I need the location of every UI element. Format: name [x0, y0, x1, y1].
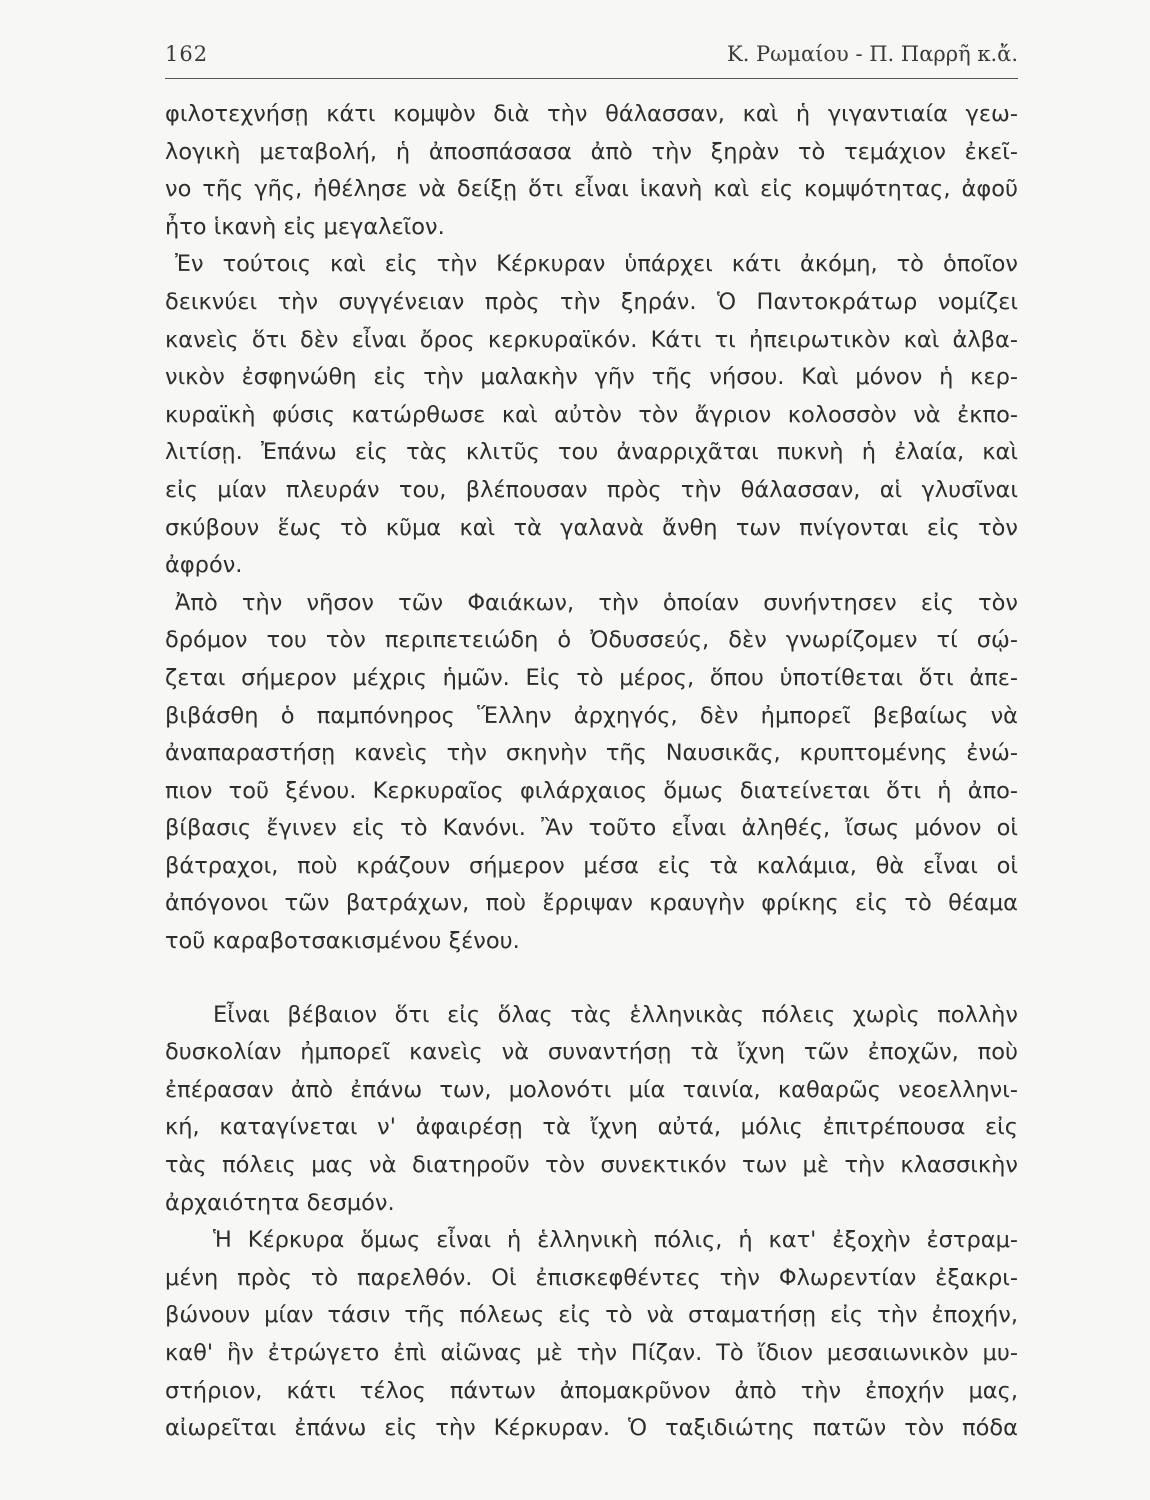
section-gap: [165, 961, 1018, 997]
text-line: ἀφρόν.: [165, 552, 243, 579]
text-line: αἰωρεῖται ἐπάνω εἰς τὴν Κέρκυραν. Ὁ ταξιδιώτης πατῶν τὸν πόδα: [165, 1415, 1018, 1442]
text-line: Εἶναι βέβαιον ὅτι εἰς ὅλας τὰς ἑλληνικὰς πόλεις χωρὶς πολλὴν: [213, 1001, 1018, 1028]
text-line: ἀπόγονοι τῶν βατράχων, ποὺ ἔρριψαν κραυγὴν φρίκης εἰς τὸ θέαμα: [165, 890, 1018, 917]
text-line: δρόμον του τὸν περιπετειώδη ὁ Ὀδυσσεύς, δὲν γνωρίζομεν τί σῴ-: [165, 627, 1018, 654]
text-line: βάτραχοι, ποὺ κράζουν σήμερον μέσα εἰς τὰ καλάμια, θὰ εἶναι οἱ: [165, 852, 1018, 879]
text-line: βίβασις ἔγινεν εἰς τὸ Κανόνι. Ἂν τοῦτο εἶναι ἀληθές, ἴσως μόνον οἱ: [165, 815, 1018, 842]
text-line: τὰς πόλεις μας νὰ διατηροῦν τὸν συνεκτικόν των μὲ τὴν κλασσικὴν: [165, 1152, 1018, 1179]
text-line: εἰς μίαν πλευράν του, βλέπουσαν πρὸς τὴν θάλασσαν, αἱ γλυσῖναι: [165, 476, 1018, 503]
text-line: ἀρχαιότητα δεσμόν.: [165, 1189, 395, 1216]
text-line: τοῦ καραβοτσακισμένου ξένου.: [165, 928, 520, 955]
text-line: Ἐν τούτοις καὶ εἰς τὴν Κέρκυραν ὑπάρχει κάτι ἀκόμη, τὸ ὁποῖον: [175, 251, 1018, 278]
text-line: μένη πρὸς τὸ παρελθόν. Οἱ ἐπισκεφθέντες τὴν Φλωρεντίαν ἐξακρι-: [165, 1264, 1018, 1291]
text-line: καθ' ἣν ἐτρώγετο ἐπὶ αἰῶνας μὲ τὴν Πίζαν. Τὸ ἴδιον μεσαιωνικὸν μυ-: [165, 1340, 1018, 1366]
text-line: Ἀπὸ τὴν νῆσον τῶν Φαιάκων, τὴν ὁποίαν συνήντησεν εἰς τὸν: [175, 589, 1018, 616]
text-line: ἀναπαραστήσῃ κανεὶς τὴν σκηνὴν τῆς Ναυσικᾶς, κρυπτομένης ἐνώ-: [165, 740, 1018, 767]
text-line: δεικνύει τὴν συγγένειαν πρὸς τὴν ξηράν. Ὁ Παντοκράτωρ νομίζει: [165, 288, 1018, 315]
text-line: ἦτο ἱκανὴ εἰς μεγαλεῖον.: [165, 213, 445, 240]
body-text: [165, 96, 1018, 1448]
page-number: 162: [165, 42, 209, 66]
text-line: ἐπέρασαν ἀπὸ ἐπάνω των, μολονότι μία ταινία, καθαρῶς νεοελληνι-: [165, 1076, 1018, 1103]
text-line: σκύβουν ἕως τὸ κῦμα καὶ τὰ γαλανὰ ἄνθη των πνίγονται εἰς τὸν: [165, 514, 1018, 541]
text-line: βώνουν μίαν τάσιν τῆς πόλεως εἰς τὸ νὰ σταματήσῃ εἰς τὴν ἐποχήν,: [165, 1302, 1018, 1329]
text-line: κανεὶς ὅτι δὲν εἶναι ὄρος κερκυραϊκόν. Κάτι τι ἠπειρωτικὸν καὶ ἀλβα-: [165, 326, 1018, 353]
text-line: λιτίσῃ. Ἐπάνω εἰς τὰς κλιτῦς του ἀναρριχᾶται πυκνὴ ἡ ἐλαία, καὶ: [165, 439, 1018, 466]
text-line: Ἡ Κέρκυρα ὅμως εἶναι ἡ ἑλληνικὴ πόλις, ἡ κατ' ἐξοχὴν ἐστραμ-: [213, 1227, 1018, 1254]
page-header: [165, 42, 1018, 79]
running-head-authors: Κ. Ρωμαίου - Π. Παρρῆ κ.ἄ.: [727, 42, 1018, 66]
text-line: λογικὴ μεταβολή, ἡ ἀποσπάσασα ἀπὸ τὴν ξηρὰν τὸ τεμάχιον ἐκεῖ-: [165, 138, 1018, 165]
text-line: δυσκολίαν ἠμπορεῖ κανεὶς νὰ συναντήσῃ τὰ ἴχνη τῶν ἐποχῶν, ποὺ: [165, 1039, 1018, 1066]
text-line: κυραϊκὴ φύσις κατώρθωσε καὶ αὐτὸν τὸν ἄγριον κολοσσὸν νὰ ἐκπο-: [165, 401, 1018, 428]
text-line: νικὸν ἐσφηνώθη εἰς τὴν μαλακὴν γῆν τῆς νήσου. Καὶ μόνον ἡ κερ-: [165, 364, 1018, 391]
text-line: φιλοτεχνήσῃ κάτι κομψὸν διὰ τὴν θάλασσαν, καὶ ἡ γιγαντιαία γεω-: [165, 101, 1018, 127]
text-line: βιβάσθη ὁ παμπόνηρος Ἕλλην ἀρχηγός, δὲν ἠμπορεῖ βεβαίως νὰ: [165, 702, 1018, 729]
text-line: νο τῆς γῆς, ἠθέλησε νὰ δείξῃ ὅτι εἶναι ἱκανὴ καὶ εἰς κομψότητας, ἀφοῦ: [165, 176, 1018, 203]
text-line: πιον τοῦ ξένου. Κερκυραῖος φιλάρχαιος ὅμως διατείνεται ὅτι ἡ ἀπο-: [165, 777, 1018, 804]
text-line: στήριον, κάτι τέλος πάντων ἀπομακρῦνον ἀπὸ τὴν ἐποχήν μας,: [165, 1377, 1018, 1404]
text-line: κή, καταγίνεται ν' ἀφαιρέσῃ τὰ ἴχνη αὐτά, μόλις ἐπιτρέπουσα εἰς: [165, 1114, 1018, 1141]
text-line: ζεται σήμερον μέχρις ἡμῶν. Εἰς τὸ μέρος, ὅπου ὑποτίθεται ὅτι ἀπε-: [165, 664, 1018, 691]
